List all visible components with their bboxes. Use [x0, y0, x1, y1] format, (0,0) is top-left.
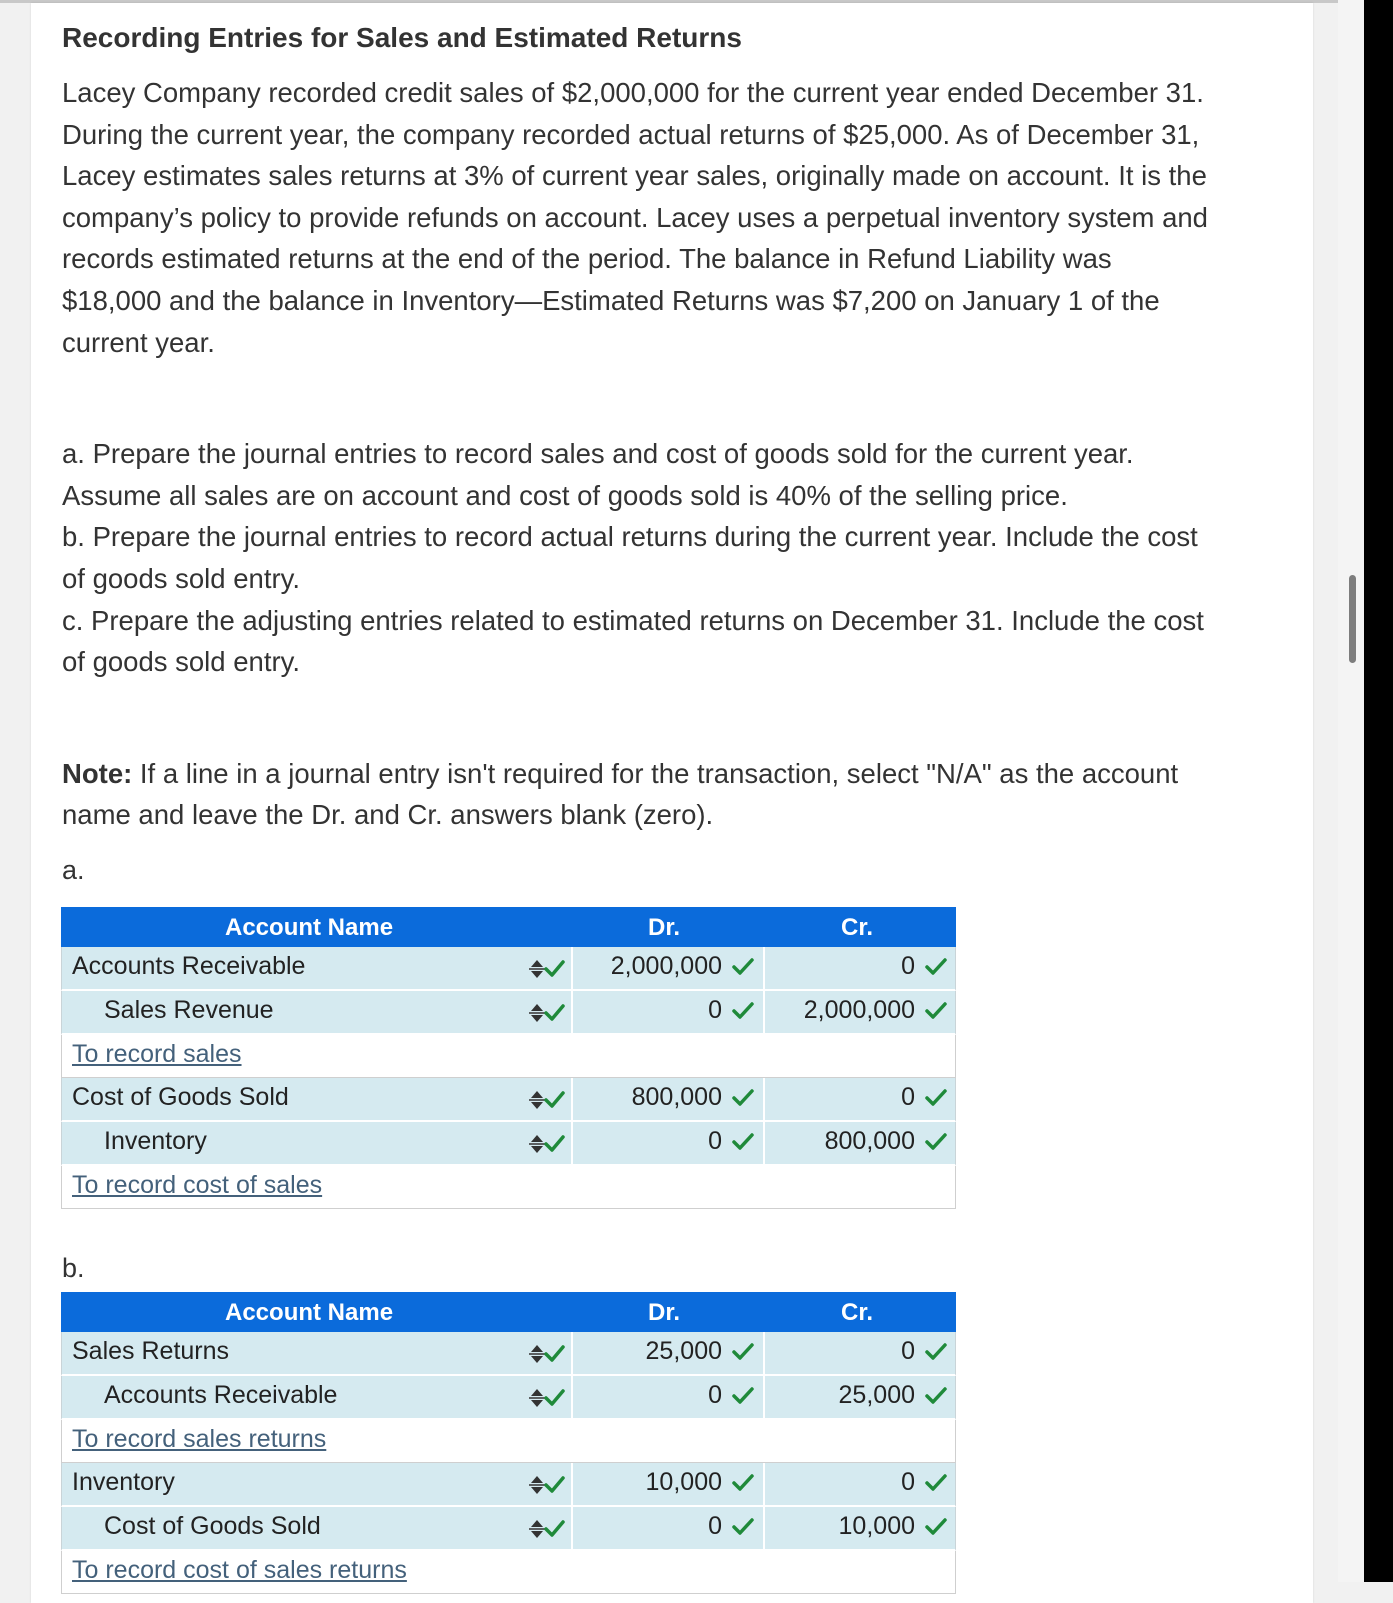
header-cr: Cr. — [841, 914, 874, 941]
task-line: of goods sold entry. — [62, 646, 300, 677]
cr-value: 800,000 — [824, 1127, 915, 1155]
memo-row — [61, 1035, 956, 1078]
note-line: name and leave the Dr. and Cr. answers blank (zero). — [62, 799, 714, 830]
account-select[interactable] — [62, 1376, 570, 1418]
cr-input[interactable] — [763, 947, 957, 989]
dr-value: 10,000 — [645, 1468, 722, 1496]
dr-input[interactable] — [571, 1122, 764, 1164]
journal-row — [61, 1332, 956, 1376]
check-icon — [732, 1088, 754, 1108]
cr-input[interactable] — [763, 1376, 957, 1418]
dr-value: 0 — [708, 1127, 722, 1155]
account-select[interactable] — [62, 991, 570, 1033]
account-name: Inventory — [104, 1127, 207, 1155]
check-icon — [925, 1386, 947, 1406]
cr-input[interactable] — [763, 1078, 957, 1120]
dr-value: 0 — [708, 1512, 722, 1540]
cr-value: 0 — [901, 952, 915, 980]
table-header — [61, 907, 956, 947]
account-select[interactable] — [62, 1463, 570, 1505]
select-arrows-icon[interactable] — [527, 1474, 565, 1496]
memo-link[interactable]: To record cost of sales — [72, 1171, 323, 1199]
dr-input[interactable] — [571, 1376, 764, 1418]
memo-link[interactable]: To record sales returns — [72, 1425, 327, 1453]
header-dr: Dr. — [648, 914, 681, 941]
memo-row — [61, 1551, 956, 1594]
check-icon — [732, 1001, 754, 1021]
journal-row — [61, 1122, 956, 1166]
cr-value: 2,000,000 — [803, 996, 915, 1024]
header-cr: Cr. — [841, 1299, 874, 1326]
dr-input[interactable] — [571, 1507, 764, 1549]
select-arrows-icon[interactable] — [527, 1133, 565, 1155]
cr-value: 0 — [901, 1083, 915, 1111]
problem-line: During the current year, the company recorded actual returns of $25,000. As of December 31, — [62, 119, 1200, 150]
account-name: Accounts Receivable — [104, 1381, 338, 1409]
problem-line: current year. — [62, 327, 215, 358]
cr-value: 10,000 — [838, 1512, 915, 1540]
account-select[interactable] — [62, 1332, 570, 1374]
cr-value: 0 — [901, 1468, 915, 1496]
check-icon — [925, 1088, 947, 1108]
note-text: If a line in a journal entry isn't required for the transaction, select "N/A" as the account — [132, 758, 1179, 789]
memo-row — [61, 1420, 956, 1463]
select-arrows-icon[interactable] — [527, 1089, 565, 1111]
note-label: Note: — [62, 758, 133, 789]
task-line: a. Prepare the journal entries to record sales and cost of goods sold for the current year. — [62, 438, 1134, 469]
account-name: Cost of Goods Sold — [72, 1083, 289, 1111]
select-arrows-icon[interactable] — [527, 1387, 565, 1409]
dr-value: 0 — [708, 1381, 722, 1409]
journal-row — [61, 947, 956, 991]
part-b-label: b. — [62, 1253, 85, 1283]
scrollbar-track[interactable] — [1338, 0, 1364, 1582]
journal-row — [61, 1078, 956, 1122]
select-arrows-icon[interactable] — [527, 1343, 565, 1365]
task-line: c. Prepare the adjusting entries related to estimated returns on December 31. Include the cost — [62, 605, 1204, 636]
account-name: Sales Revenue — [104, 996, 274, 1024]
account-name: Sales Returns — [72, 1337, 230, 1365]
memo-link[interactable]: To record cost of sales returns — [72, 1556, 407, 1584]
check-icon — [925, 1473, 947, 1493]
account-select[interactable] — [62, 1507, 570, 1549]
check-icon — [732, 1386, 754, 1406]
account-select[interactable] — [62, 1122, 570, 1164]
cr-value: 25,000 — [838, 1381, 915, 1409]
check-icon — [925, 1342, 947, 1362]
journal-row — [61, 1463, 956, 1507]
task-line: Assume all sales are on account and cost of goods sold is 40% of the selling price. — [62, 480, 1068, 511]
header-account-name: Account Name — [225, 914, 394, 941]
dr-value: 25,000 — [645, 1337, 722, 1365]
cr-value: 0 — [901, 1337, 915, 1365]
dr-input[interactable] — [571, 1078, 764, 1120]
note-line — [62, 753, 1178, 795]
problem-line: records estimated returns at the end of the period. The balance in Refund Liability was — [62, 243, 1112, 274]
check-icon — [925, 1517, 947, 1537]
memo-link[interactable]: To record sales — [72, 1040, 242, 1068]
task-line: of goods sold entry. — [62, 563, 300, 594]
journal-row — [61, 1376, 956, 1420]
check-icon — [732, 1342, 754, 1362]
dr-value: 2,000,000 — [610, 952, 722, 980]
header-dr: Dr. — [648, 1299, 681, 1326]
question-title: Recording Entries for Sales and Estimated Returns — [62, 22, 742, 53]
cr-input[interactable] — [763, 1122, 957, 1164]
dr-input[interactable] — [571, 1463, 764, 1505]
select-arrows-icon[interactable] — [527, 1002, 565, 1024]
check-icon — [732, 1473, 754, 1493]
problem-line: Lacey estimates sales returns at 3% of current year sales, originally made on account. It is the — [62, 160, 1207, 191]
dr-input[interactable] — [571, 947, 764, 989]
account-name: Inventory — [72, 1468, 175, 1496]
header-account-name: Account Name — [225, 1299, 394, 1326]
dr-input[interactable] — [571, 991, 764, 1033]
cr-input[interactable] — [763, 1463, 957, 1505]
check-icon — [732, 1517, 754, 1537]
select-arrows-icon[interactable] — [527, 1518, 565, 1540]
check-icon — [732, 1132, 754, 1152]
check-icon — [732, 957, 754, 977]
account-name: Cost of Goods Sold — [104, 1512, 321, 1540]
scrollbar-thumb[interactable] — [1349, 575, 1356, 663]
problem-line: company’s policy to provide refunds on account. Lacey uses a perpetual inventory system and — [62, 202, 1208, 233]
account-select[interactable] — [62, 947, 570, 989]
dr-value: 800,000 — [631, 1083, 722, 1111]
journal-row — [61, 1507, 956, 1551]
cr-input[interactable] — [763, 1332, 957, 1374]
part-a-label: a. — [62, 855, 85, 885]
dr-input[interactable] — [571, 1332, 764, 1374]
problem-line: Lacey Company recorded credit sales of $2,000,000 for the current year ended December 31. — [62, 77, 1204, 108]
window-edge — [1364, 0, 1393, 1582]
check-icon — [925, 957, 947, 977]
journal-table-a — [61, 907, 956, 1209]
cr-input[interactable] — [763, 991, 957, 1033]
memo-row — [61, 1166, 956, 1209]
task-line: b. Prepare the journal entries to record actual returns during the current year. Include the cost — [62, 521, 1198, 552]
check-icon — [925, 1001, 947, 1021]
dr-value: 0 — [708, 996, 722, 1024]
check-icon — [925, 1132, 947, 1152]
table-header — [61, 1292, 956, 1332]
select-arrows-icon[interactable] — [527, 958, 565, 980]
account-select[interactable] — [62, 1078, 570, 1120]
cr-input[interactable] — [763, 1507, 957, 1549]
journal-row — [61, 991, 956, 1035]
problem-line: $18,000 and the balance in Inventory—Estimated Returns was $7,200 on January 1 of the — [62, 285, 1160, 316]
journal-table-b — [61, 1292, 956, 1594]
account-name: Accounts Receivable — [72, 952, 306, 980]
